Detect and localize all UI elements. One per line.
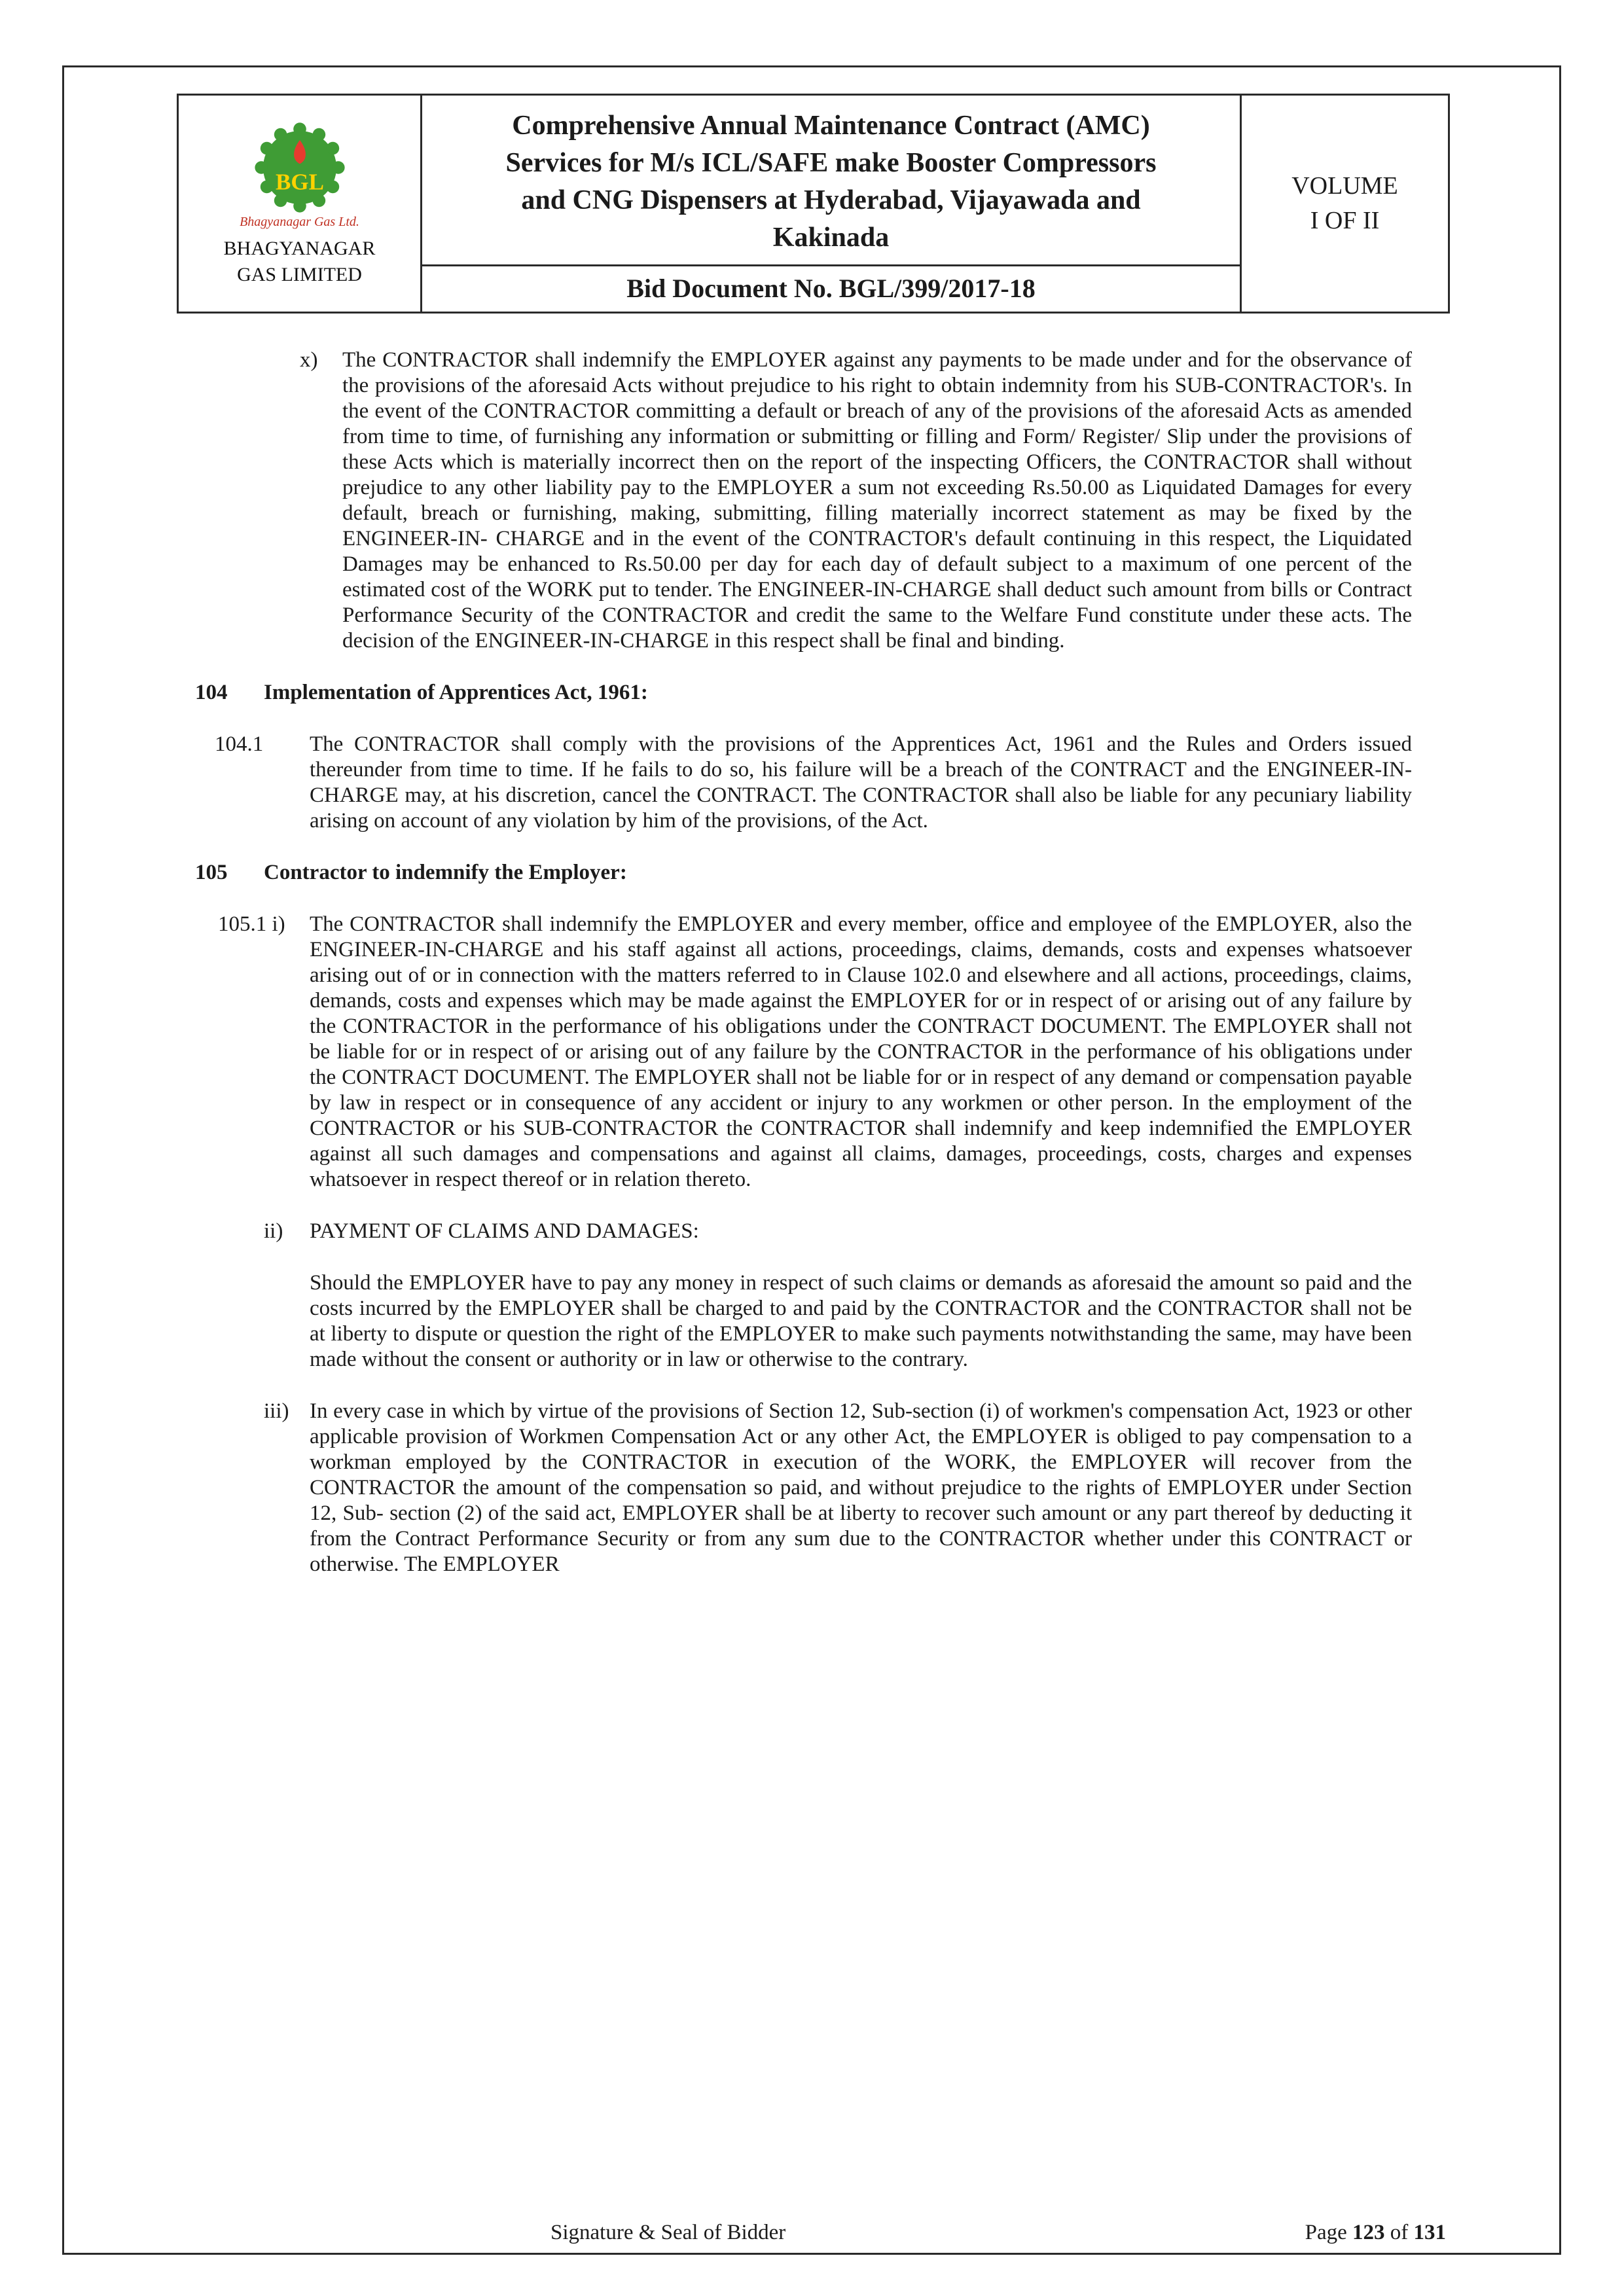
document-title-cell [422,96,1242,312]
org-name-line2: GAS LIMITED [237,263,362,285]
clause-x-text: The CONTRACTOR shall indemnify the EMPLOYER against any payments to be made under and for the observance of the provisions of the aforesaid Acts without prejudice to his right to obtain indemnity from his SUB-CONTRACTOR's. In the event of the CONTRACTOR committing a default or breach of any of the provisions of the aforesaid Acts as amended from time to time, of furnishing any information or submitting or filling and Form/ Register/ Slip under the provisions of these Acts which is materially incorrect then on the report of the inspecting Officers, the CONTRACTOR shall without prejudice to any other liability pay to the EMPLOYER a sum not exceeding Rs.50.00 as Liquidated Damages for every default, breach or furnishing, making, submitting, filling materially incorrect statement as may be fixed by the ENGINEER-IN- CHARGE and in the event of the CONTRACTOR's default continuing in this respect, the Liquidated Damages may be enhanced to Rs.50.00 per day for each day of default subject to a maximum of one percent of the estimated cost of the WORK put to tender. The ENGINEER-IN-CHARGE shall deduct such amount from bills or Contract Performance Security of the CONTRACTOR and credit the same to the Welfare Fund constitute under these acts. The decision of the ENGINEER-IN-CHARGE in this respect shall be final and binding. [342,348,1412,653]
org-name-line1: BHAGYANAGAR [223,238,376,260]
bid-document-number: Bid Document No. BGL/399/2017-18 [422,264,1240,304]
logo-caption: Bhagyanagar Gas Ltd. [240,215,359,230]
section-heading-104 [195,680,1412,706]
logo-cell [179,96,422,312]
signature-seal-label: Signature & Seal of Bidder [550,2221,786,2244]
page-border-frame [62,65,1561,2255]
page-word: Page [1305,2221,1347,2244]
clause-104-1 [215,732,1412,834]
of-word: of [1390,2221,1409,2244]
header-table [177,94,1450,314]
section-104-title: Implementation of Apprentices Act, 1961: [264,681,648,705]
clause-104-1-label: 104.1 [215,732,264,757]
clause-ii-heading-row [264,1219,1412,1244]
total-page-number: 131 [1413,2221,1446,2244]
clause-iii-text: In every case in which by virtue of the provisions of Section 12, Sub-section (i) of workmen's compensation Act, 1923 or other applicable provision of Workmen Compensation Act or any other Act, the EMPLOYER is obliged to pay compensation to a workman employed by the CONTRACTOR in execution of the WORK, the EMPLOYER will recover from the CONTRACTOR the amount of the compensation so paid, and without prejudice to the rights of EMPLOYER under Section 12, Sub- section (2) of the said act, EMPLOYER shall be at liberty to recover such amount or any part thereof by deducting it from the Contract Performance Security or from any sum due to the CONTRACTOR whether under this CONTRACT or otherwise. The EMPLOYER [310,1399,1412,1577]
title-line-1: Comprehensive Annual Maintenance Contract (AMC) [512,111,1150,141]
clause-x-label: x) [300,348,318,372]
current-page-number: 123 [1352,2221,1385,2244]
page-footer [64,2216,1559,2245]
document-body [64,348,1559,1577]
clause-iii-label: iii) [264,1399,289,1424]
volume-cell [1242,96,1448,312]
clause-ii-label: ii) [264,1219,283,1244]
section-heading-105 [195,860,1412,886]
title-line-2: Services for M/s ICL/SAFE make Booster Compressors [505,148,1157,179]
section-105-number: 105 [195,861,228,885]
clause-x [300,348,1412,654]
clause-ii-paragraph: Should the EMPLOYER have to pay any money in respect of such claims or demands as aforesaid the amount so paid and the costs incurred by the EMPLOYER shall be charged to and paid by the CONTRACTOR and the CONTRACTOR shall not be at liberty to dispute or question the right of the EMPLOYER to make such payments notwithstanding the same, may have been made without the consent or authority or in law or otherwise to the contrary. [310,1271,1412,1372]
page-number-indicator [1305,2221,1446,2245]
document-title [435,107,1227,257]
clause-105-1 [218,912,1412,1193]
volume-line-1: VOLUME [1291,172,1398,200]
clause-104-1-text: The CONTRACTOR shall comply with the provisions of the Apprentices Act, 1961 and the Rules and Orders issued thereunder from time to time. If he fails to do so, his failure will be a breach of the CONTRACT and the ENGINEER-IN-CHARGE may, at his discretion, cancel the CONTRACT. The CONTRACTOR shall also be liable for any pecuniary liability arising on account of any violation by him of the provisions, of the Act. [310,732,1412,833]
section-105-title: Contractor to indemnify the Employer: [264,861,627,885]
clause-iii [264,1399,1412,1577]
section-104-number: 104 [195,681,228,705]
bgl-logo-icon [254,122,346,213]
clause-105-1-text: The CONTRACTOR shall indemnify the EMPLOYER and every member, office and employee of the EMPLOYER, also the ENGINEER-IN-CHARGE and his staff against all actions, proceedings, claims, demands, costs and expenses whatsoever arising out of or in connection with the matters referred to in Clause 102.0 and elsewhere and all actions, proceedings, claims, demands, costs and expenses which may be made against the EMPLOYER for or in respect of or arising out of any failure by the CONTRACTOR in the performance of his obligations under the CONTRACT DOCUMENT. The EMPLOYER shall not be liable for or in respect of or arising out of any failure by the CONTRACTOR in the performance of his obligations under the CONTRACT DOCUMENT. The EMPLOYER shall not be liable for or in respect of any demand or compensation payable by law in respect or in consequence of any accident or injury to any workmen or other person. In the employment of the CONTRACTOR or his SUB-CONTRACTOR the CONTRACTOR shall indemnify and keep indemnified the EMPLOYER against all such damages and compensations and against all claims, damages, proceedings, costs, charges and expenses whatsoever in respect thereof or in relation thereto. [310,912,1412,1192]
volume-line-2: I OF II [1310,207,1380,235]
clause-ii-heading: PAYMENT OF CLAIMS AND DAMAGES: [310,1219,699,1244]
title-line-3: and CNG Dispensers at Hyderabad, Vijayawada and [521,185,1141,216]
clause-105-1-label: 105.1 i) [218,912,285,937]
title-line-4: Kakinada [772,223,890,253]
logo-monogram: BGL [275,169,324,195]
